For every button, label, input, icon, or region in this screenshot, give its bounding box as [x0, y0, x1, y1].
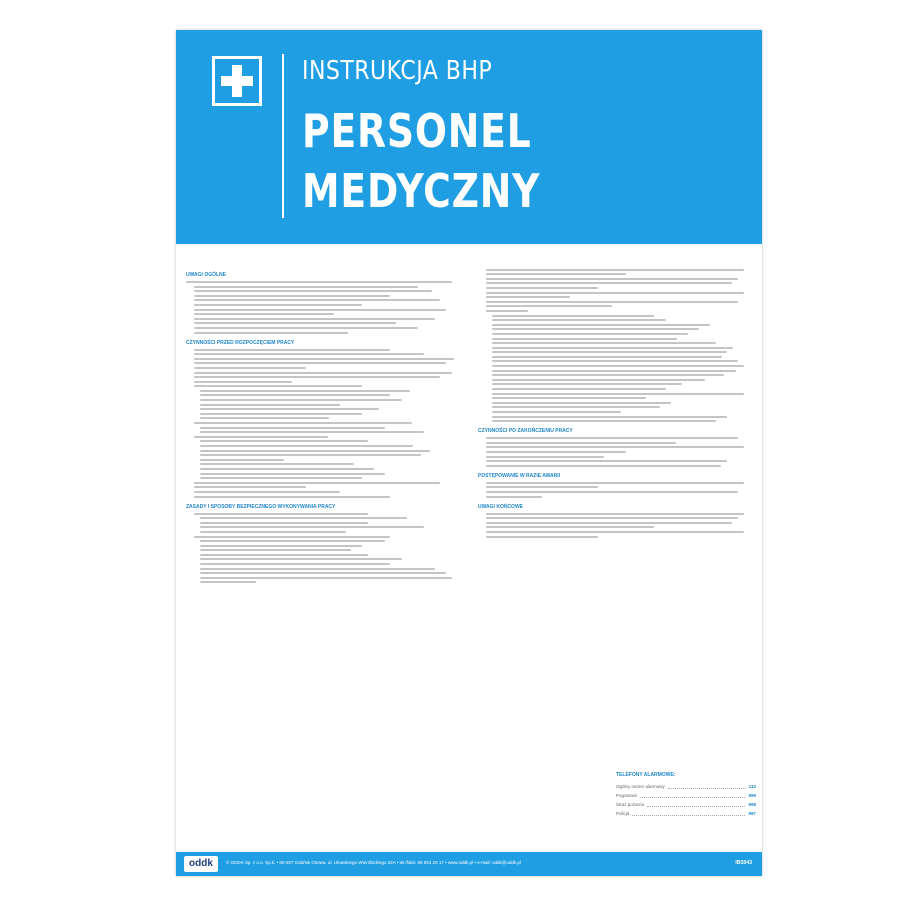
- phone-number: 999: [748, 793, 756, 798]
- section-heading-after-work: CZYNNOŚCI PO ZAKOŃCZENIU PRACY: [478, 428, 573, 435]
- poster-header: [176, 30, 762, 244]
- phone-name: Policja: [616, 811, 630, 816]
- phone-name: Straż pożarna: [616, 802, 645, 807]
- phone-number: 998: [748, 802, 756, 807]
- emergency-phones: [616, 772, 756, 818]
- header-divider: [282, 54, 284, 218]
- phone-number: 997: [748, 811, 756, 816]
- poster-title-line2: MEDYCZNY: [302, 164, 541, 218]
- phone-row: [616, 800, 756, 809]
- section-heading-safety-rules: ZASADY I SPOSOBY BEZPIECZNEGO WYKONYWANIA PRACY: [186, 503, 336, 510]
- instruction-poster: [176, 30, 762, 876]
- poster-footer: [176, 852, 762, 876]
- poster-subtitle: INSTRUKCJA BHP: [302, 56, 493, 86]
- section-heading-accident: POSTĘPOWANIE W RAZIE AWARII: [478, 472, 561, 479]
- oddk-logo: oddk: [184, 856, 218, 872]
- right-column: [478, 266, 758, 540]
- phone-name: Ogólny numer alarmowy: [616, 784, 665, 789]
- phone-row: [616, 782, 756, 791]
- section-heading-before-work: CZYNNOŚCI PRZED ROZPOCZĘCIEM PRACY: [186, 339, 295, 346]
- phone-row: [616, 809, 756, 818]
- phone-row: [616, 791, 756, 800]
- footer-contact: © ODDK Sp. z o.o. Sp.k. • 80-297 Gdańsk Osowa, ul. Ułowskiego-Wierzbickiego 32A • tel./faks: 58 554 20 17 • www.oddk.pl • e-mail: oddk@oddk.pl: [226, 860, 521, 865]
- section-heading-notes: UWAGI KOŃCOWE: [478, 503, 523, 510]
- phone-number: 112: [748, 784, 756, 789]
- poster-title-line1: PERSONEL: [302, 104, 532, 158]
- phones-heading: TELEFONY ALARMOWE:: [616, 772, 676, 778]
- medical-cross-icon: [212, 56, 262, 106]
- left-column: [186, 266, 466, 586]
- footer-code: IBS043: [735, 860, 752, 866]
- section-heading-general: UWAGI OGÓLNE: [186, 272, 226, 278]
- phone-name: Pogotowie: [616, 793, 638, 798]
